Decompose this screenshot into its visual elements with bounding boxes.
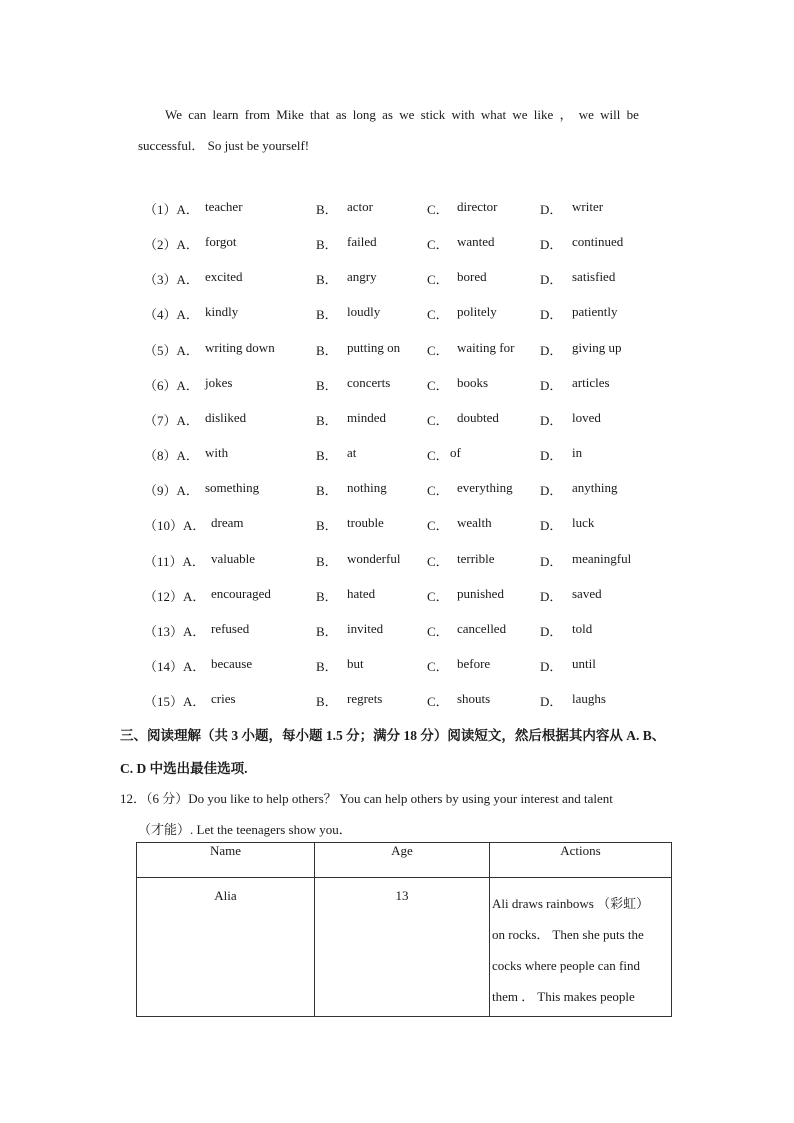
option-c-label: C． [427, 623, 449, 639]
option-d: meaningful [572, 550, 632, 566]
option-c: of [450, 445, 461, 461]
option-c: politely [457, 304, 497, 320]
option-d-label: D． [540, 588, 563, 604]
option-c: bored [457, 269, 487, 285]
option-c: director [457, 199, 498, 214]
table-header-row [137, 843, 672, 878]
option-b-label: B． [316, 307, 338, 323]
option-number: （8）A． [144, 448, 199, 464]
option-b: putting on [347, 339, 401, 355]
option-b-label: B． [316, 623, 338, 639]
option-b: actor [347, 199, 373, 214]
option-a: refused [211, 620, 250, 636]
cell-actions [490, 878, 672, 1017]
option-b: failed [347, 234, 377, 250]
option-d-label: D． [540, 272, 563, 288]
option-number: （10）A． [144, 518, 206, 534]
option-a: excited [205, 269, 243, 285]
option-a: forgot [205, 234, 237, 250]
option-b-label: B． [316, 448, 338, 464]
option-a: dream [211, 515, 244, 531]
option-a: valuable [211, 550, 256, 566]
actions-line: cocks where people can find [492, 958, 640, 973]
option-d-label: D． [540, 658, 563, 674]
table-header-name: Name [137, 843, 315, 878]
option-row [0, 410, 794, 430]
option-row [0, 515, 794, 535]
option-b-label: B． [316, 202, 338, 217]
option-row [0, 269, 794, 289]
option-d: loved [572, 409, 601, 425]
option-c-label: C． [427, 483, 449, 499]
option-row [0, 234, 794, 254]
table-row [137, 878, 672, 1017]
question-12-prompt: 12．（6 分）Do you like to help others？ You can help others by using your interest and talent [120, 791, 613, 806]
option-d-label: D． [540, 342, 563, 358]
option-b: angry [347, 269, 377, 285]
option-row [0, 656, 794, 676]
option-b-label: B． [316, 553, 338, 569]
option-c-label: C． [427, 588, 449, 604]
option-c-label: C． [427, 377, 449, 393]
option-c-label: C． [427, 237, 449, 253]
option-row [0, 480, 794, 500]
option-b-label: B． [316, 342, 338, 358]
option-b-label: B． [316, 483, 338, 499]
option-d: patiently [572, 304, 618, 320]
option-c-label: C． [427, 202, 449, 217]
option-d: laughs [572, 691, 606, 707]
option-number: （11）A． [144, 553, 205, 569]
option-a: kindly [205, 304, 239, 320]
option-d-label: D． [540, 307, 563, 323]
option-d-label: D． [540, 237, 563, 253]
passage-line-1: We can learn from Mike that as long as we stick with what we like ， we will be [165, 107, 639, 122]
option-a: cries [211, 691, 236, 707]
option-a: jokes [205, 374, 233, 390]
option-d: saved [572, 585, 602, 601]
option-b-label: B． [316, 272, 338, 288]
option-b: but [347, 655, 364, 671]
option-c-label: C． [427, 272, 449, 288]
option-row [0, 551, 794, 571]
option-c: everything [457, 480, 513, 496]
option-c-label: C． [427, 342, 449, 358]
option-d: continued [572, 234, 624, 250]
option-b-label: B． [316, 377, 338, 393]
option-d: anything [572, 480, 618, 496]
teenagers-table [136, 842, 672, 1017]
actions-line: Ali draws rainbows （彩虹） [492, 896, 650, 911]
option-d: articles [572, 374, 610, 390]
option-d-label: D． [540, 553, 563, 569]
option-b-label: B． [316, 588, 338, 604]
option-number: （12）A． [144, 588, 206, 604]
option-b: hated [347, 585, 376, 601]
option-d-label: D． [540, 202, 563, 217]
option-c-label: C． [427, 658, 449, 674]
option-a: disliked [205, 409, 247, 425]
table-header-age: Age [315, 843, 490, 878]
option-row [0, 304, 794, 324]
option-row [0, 375, 794, 395]
option-a: something [205, 480, 260, 496]
option-c-label: C． [427, 553, 449, 569]
option-c-label: C． [427, 694, 449, 710]
option-d-label: D． [540, 518, 563, 534]
section-title: 三、阅读理解（共 3 小题，每小题 1.5 分；满分 18 分）阅读短文，然后根据其内容从 A. B、 [120, 728, 666, 743]
option-d: luck [572, 515, 595, 531]
option-b: minded [347, 409, 386, 425]
option-d-label: D． [540, 377, 563, 393]
option-c: shouts [457, 691, 491, 707]
option-b: wonderful [347, 550, 401, 566]
option-a: teacher [205, 199, 243, 214]
option-a: because [211, 655, 253, 671]
option-c: wanted [457, 234, 495, 250]
option-c-label: C． [427, 448, 449, 464]
option-b-label: B． [316, 412, 338, 428]
option-a: with [205, 445, 229, 461]
actions-line: them ． This makes people [492, 989, 635, 1004]
option-c: wealth [457, 515, 492, 531]
option-b-label: B． [316, 694, 338, 710]
option-number: （1）A． [144, 202, 199, 217]
option-d: giving up [572, 339, 622, 355]
option-d-label: D． [540, 694, 563, 710]
option-d: writer [572, 199, 604, 214]
option-d-label: D． [540, 448, 563, 464]
option-number: （7）A． [144, 412, 199, 428]
option-row [0, 691, 794, 711]
option-c: terrible [457, 550, 495, 566]
option-c: cancelled [457, 620, 507, 636]
option-number: （15）A． [144, 694, 206, 710]
option-number: （13）A． [144, 623, 206, 639]
option-d: in [572, 445, 583, 461]
option-b: regrets [347, 691, 383, 707]
option-c: punished [457, 585, 504, 601]
option-c-label: C． [427, 412, 449, 428]
option-b: trouble [347, 515, 384, 531]
option-a: writing down [205, 339, 275, 355]
option-number: （6）A． [144, 377, 199, 393]
option-number: （2）A． [144, 237, 199, 253]
option-number: （5）A． [144, 342, 199, 358]
option-row [0, 340, 794, 360]
question-12-prompt-continued: （才能）. Let the teenagers show you． [138, 822, 352, 837]
option-c-label: C． [427, 518, 449, 534]
option-c: books [457, 374, 489, 390]
option-b-label: B． [316, 658, 338, 674]
option-row [0, 199, 794, 219]
cell-age: 13 [315, 878, 490, 1017]
option-a: encouraged [211, 585, 271, 601]
option-d: until [572, 655, 596, 671]
option-d: told [572, 620, 593, 636]
option-number: （4）A． [144, 307, 199, 323]
passage-line-2: successful． So just be yourself! [138, 138, 310, 153]
option-d-label: D． [540, 483, 563, 499]
option-c: before [457, 655, 491, 671]
option-row [0, 621, 794, 641]
option-d: satisfied [572, 269, 616, 285]
option-b: invited [347, 620, 384, 636]
option-b-label: B． [316, 518, 338, 534]
option-number: （14）A． [144, 658, 206, 674]
option-b: at [347, 445, 357, 461]
option-b: nothing [347, 480, 387, 496]
cell-name: Alia [137, 878, 315, 1017]
option-b: loudly [347, 304, 381, 320]
option-c: doubted [457, 409, 499, 425]
option-c-label: C． [427, 307, 449, 323]
option-b: concerts [347, 374, 391, 390]
option-number: （9）A． [144, 483, 199, 499]
actions-line: on rocks． Then she puts the [492, 927, 644, 942]
table-header-actions: Actions [490, 843, 672, 878]
option-b-label: B． [316, 237, 338, 253]
option-row [0, 445, 794, 465]
section-title-continued: C. D 中选出最佳选项. [120, 761, 248, 776]
option-number: （3）A． [144, 272, 199, 288]
option-c: waiting for [457, 339, 515, 355]
option-row [0, 586, 794, 606]
option-d-label: D． [540, 623, 563, 639]
option-d-label: D． [540, 412, 563, 428]
